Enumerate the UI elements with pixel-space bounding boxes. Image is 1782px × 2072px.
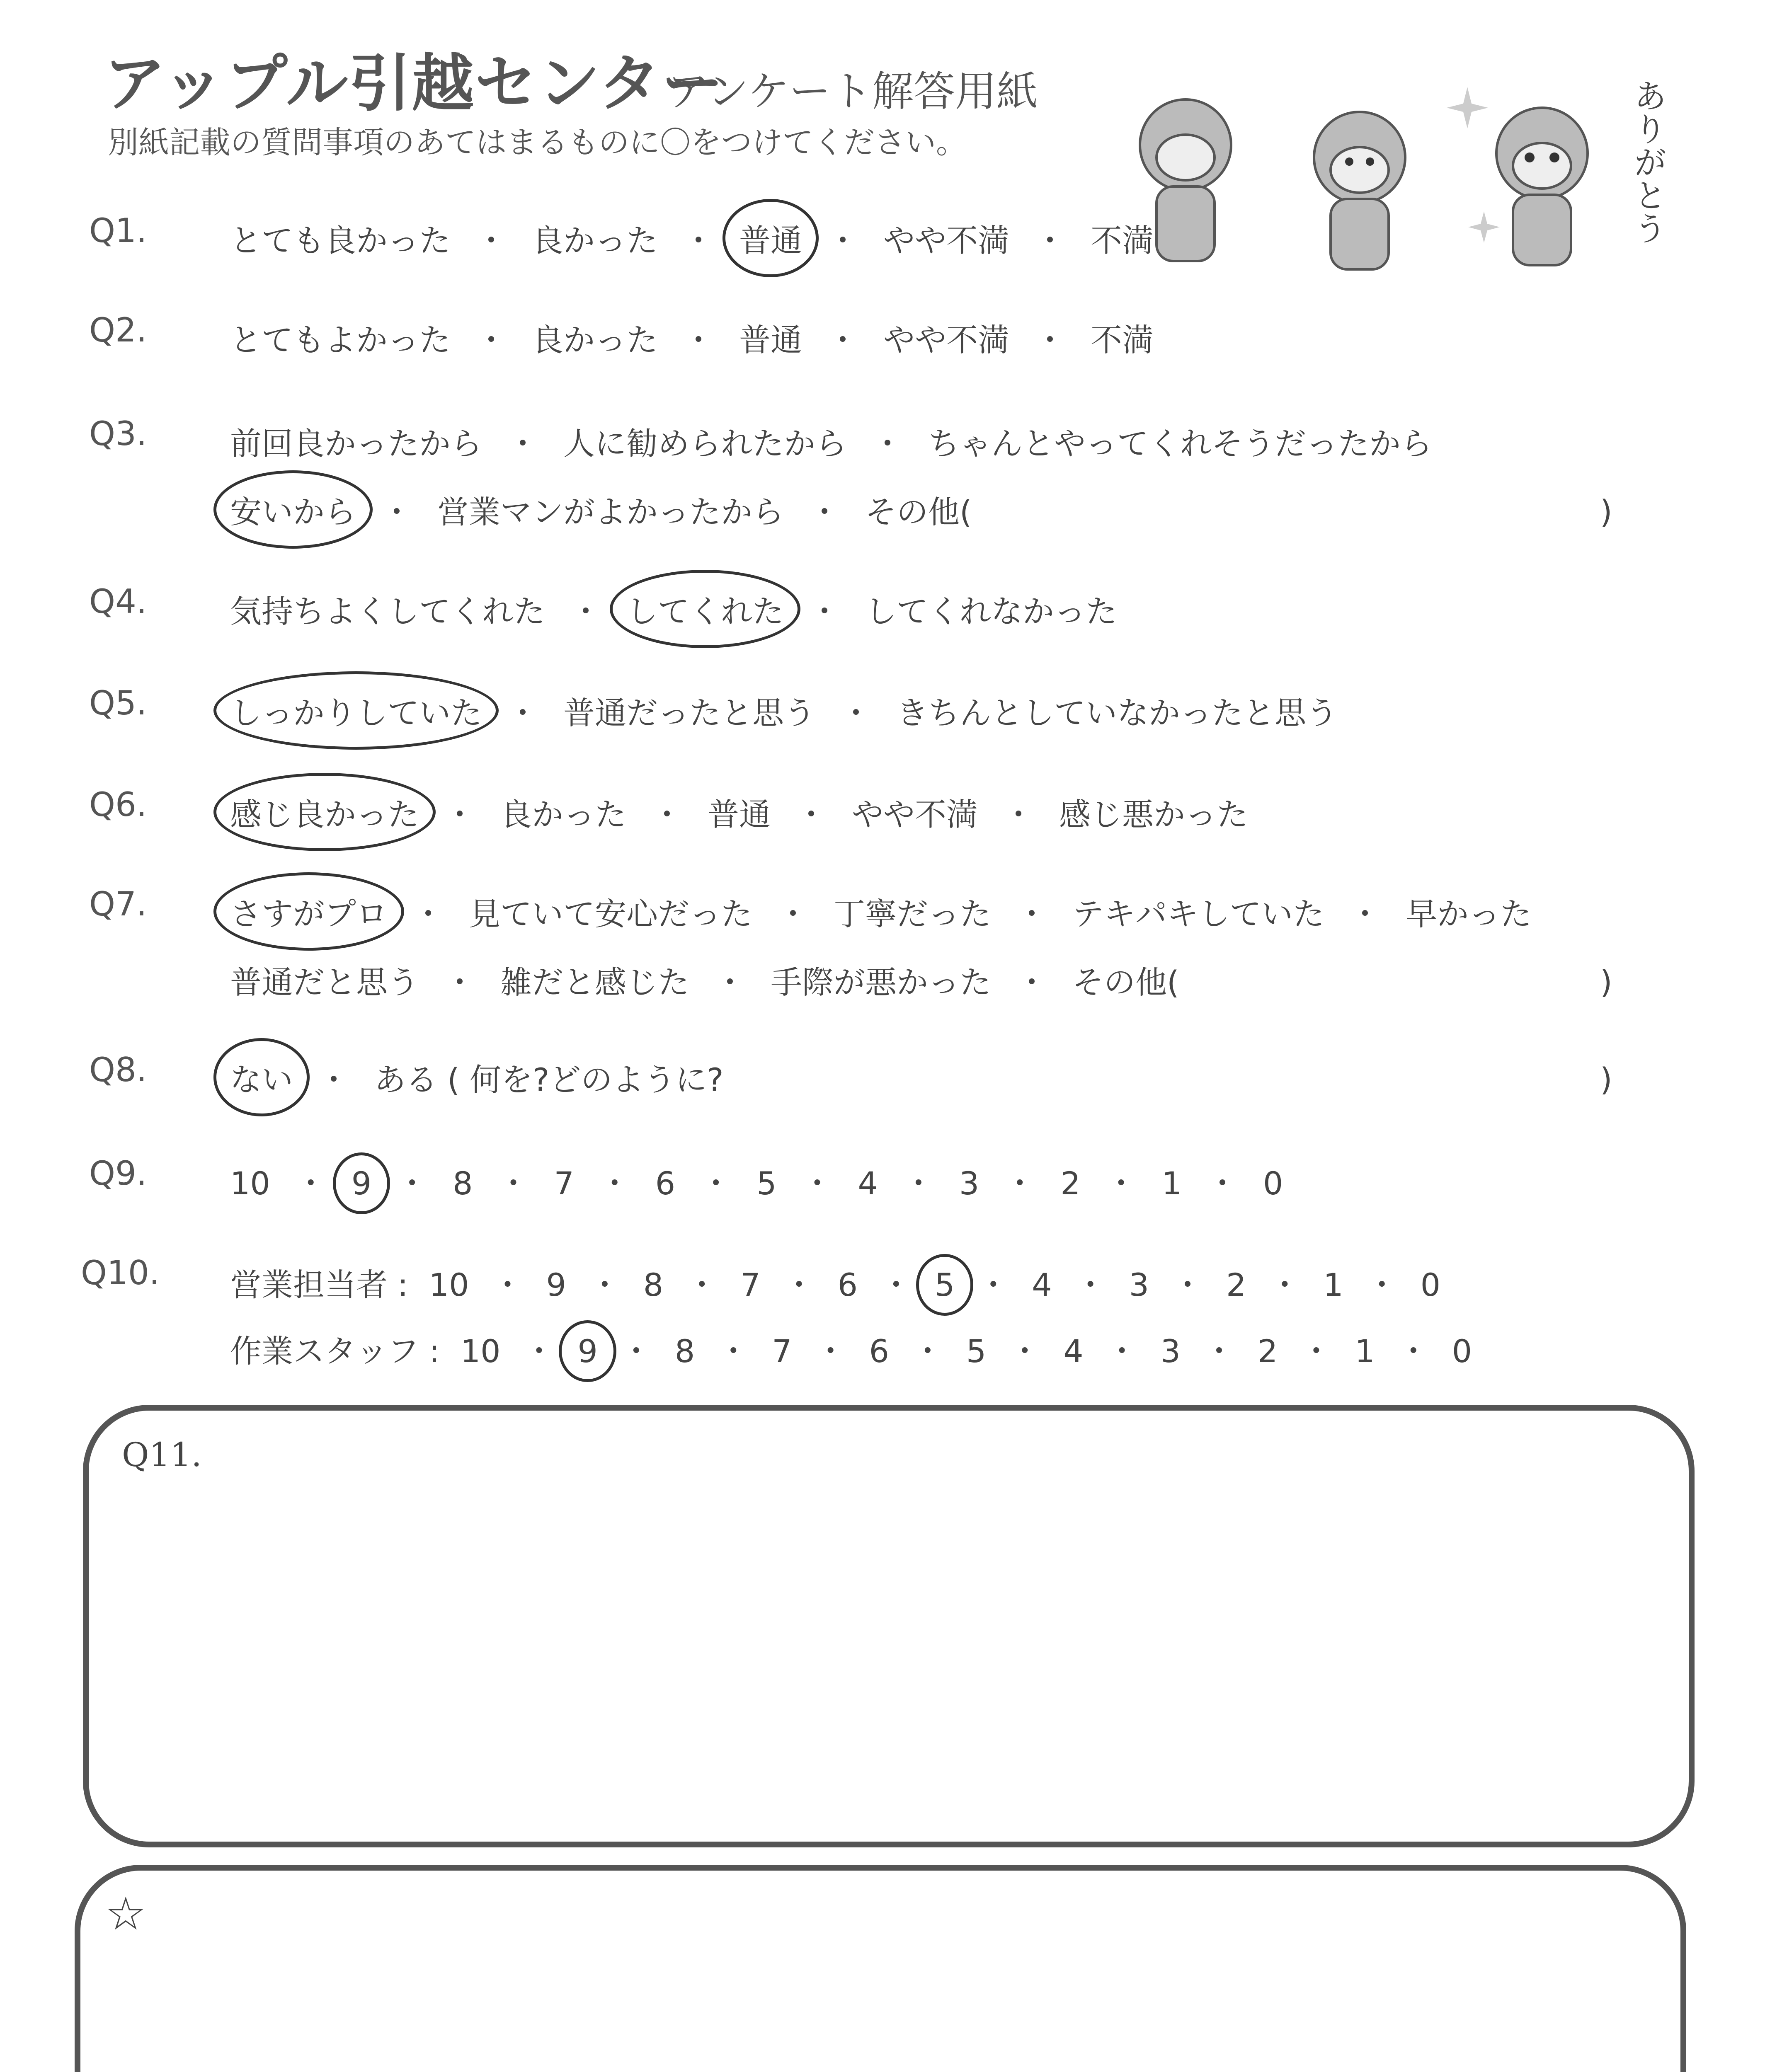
option-separator: ・: [497, 1165, 529, 1202]
answer-option[interactable]: してくれた: [626, 586, 784, 632]
option-separator: ・: [570, 593, 601, 630]
option-separator: ・: [815, 1333, 846, 1370]
option-separator: ・: [718, 1333, 749, 1370]
option-separator: ・: [801, 1165, 833, 1202]
option-separator: ・: [1034, 322, 1066, 358]
option-separator: ・: [840, 695, 872, 731]
option-separator: ・: [396, 1165, 428, 1202]
option-separator: ・: [683, 222, 714, 259]
option-separator: ・: [1349, 896, 1381, 932]
answer-option[interactable]: 普通: [708, 796, 771, 833]
option-separator: ・: [1004, 1165, 1036, 1202]
answer-option[interactable]: とても良かった: [230, 222, 451, 259]
option-separator: ・: [977, 1266, 1009, 1303]
option-separator: ・: [295, 1165, 327, 1202]
option-separator: ・: [1203, 1333, 1235, 1370]
option-separator: ・: [475, 322, 507, 358]
option-separator: ・: [507, 695, 538, 731]
option-separator: ・: [700, 1165, 732, 1202]
question-8-options-line-1: [230, 1055, 724, 1100]
option-separator: ・: [1397, 1333, 1429, 1370]
question-3-options-line-2: [230, 487, 972, 532]
score-option[interactable]: 8: [674, 1333, 695, 1370]
answer-option[interactable]: さすがプロ: [230, 889, 388, 934]
question-2-options-line-1: [230, 315, 1154, 360]
option-separator: ・: [827, 222, 858, 259]
score-option[interactable]: 6: [869, 1333, 889, 1370]
option-separator: ・: [318, 1061, 349, 1098]
answer-option[interactable]: 良かった: [500, 796, 626, 833]
option-separator: ・: [589, 1266, 621, 1303]
answer-option[interactable]: 2: [1060, 1165, 1081, 1202]
q10-row-2: [230, 1326, 1472, 1371]
answer-option[interactable]: 雑だと感じた: [500, 964, 689, 1001]
question-5-options-line-1: [230, 688, 1338, 733]
answer-option[interactable]: 見ていて安心だった: [469, 896, 752, 932]
q11-comment-box[interactable]: [83, 1405, 1695, 1847]
option-separator: ・: [1206, 1165, 1238, 1202]
answer-option[interactable]: 7: [554, 1165, 574, 1202]
answer-option[interactable]: 良かった: [532, 222, 658, 259]
score-option[interactable]: 2: [1258, 1333, 1278, 1370]
star-comment-box[interactable]: [75, 1865, 1686, 2072]
answer-option[interactable]: 6: [655, 1165, 676, 1202]
option-separator: ・: [1034, 222, 1066, 259]
option-separator: ・: [381, 494, 412, 530]
option-separator: ・: [507, 425, 538, 462]
score-option[interactable]: 5: [934, 1266, 955, 1303]
answer-option[interactable]: ない: [230, 1055, 293, 1100]
answer-option[interactable]: 1: [1161, 1165, 1182, 1202]
question-7-options-line-2: [230, 957, 1179, 1002]
score-option[interactable]: 1: [1323, 1266, 1343, 1303]
answer-option[interactable]: しっかりしていた: [230, 688, 482, 733]
option-separator: ・: [809, 494, 840, 530]
option-separator: ・: [1366, 1266, 1398, 1303]
question-label-4: Q4.: [89, 582, 147, 621]
answer-option[interactable]: 手際が悪かった: [771, 964, 991, 1001]
other-close-paren: ): [1600, 493, 1612, 530]
question-label-7: Q7.: [89, 885, 147, 923]
answer-option[interactable]: 不満: [1091, 222, 1154, 259]
option-separator: ・: [620, 1333, 652, 1370]
option-separator: ・: [872, 425, 903, 462]
instructions-text: 別紙記載の質問事項のあてはまるものに〇をつけてください。: [108, 125, 967, 160]
option-separator: ・: [714, 964, 746, 1001]
q10-row-label: 作業スタッフ :: [230, 1333, 440, 1370]
answer-option[interactable]: 丁寧だった: [834, 896, 991, 932]
option-separator: ・: [492, 1266, 524, 1303]
question-4-options-line-1: [230, 586, 1117, 632]
option-separator: ・: [1016, 964, 1047, 1001]
option-separator: ・: [475, 222, 507, 259]
question-label-5: Q5.: [89, 684, 147, 722]
option-separator: ・: [809, 593, 840, 630]
question-label-2: Q2.: [89, 311, 147, 349]
answer-option[interactable]: 普通: [739, 215, 802, 261]
option-separator: ・: [444, 796, 475, 833]
option-separator: ・: [777, 896, 809, 932]
answer-option[interactable]: やや不満: [883, 222, 1009, 259]
answer-option[interactable]: 普通: [739, 322, 802, 358]
option-separator: ・: [1074, 1266, 1106, 1303]
option-separator: ・: [686, 1266, 718, 1303]
question-9-options-line-1: [230, 1158, 1283, 1203]
answer-option[interactable]: 感じ悪かった: [1059, 796, 1248, 833]
answer-option[interactable]: 0: [1263, 1165, 1283, 1202]
answer-option[interactable]: 良かった: [532, 322, 658, 358]
option-separator: ・: [1003, 796, 1034, 833]
option-separator: ・: [599, 1165, 630, 1202]
option-separator: ・: [880, 1266, 912, 1303]
question-label-6: Q6.: [89, 785, 147, 824]
mascot-thanks-text: ありがとう: [1628, 79, 1667, 244]
option-separator: ・: [1269, 1266, 1301, 1303]
q11-label: Q11.: [122, 1435, 202, 1474]
option-separator: ・: [795, 796, 827, 833]
answer-option[interactable]: その他(: [865, 494, 972, 530]
score-option[interactable]: 0: [1452, 1333, 1472, 1370]
answer-option[interactable]: 8: [453, 1165, 473, 1202]
option-separator: ・: [1105, 1165, 1137, 1202]
option-separator: ・: [444, 964, 475, 1001]
q10-row-label: 営業担当者 :: [230, 1266, 408, 1303]
score-option[interactable]: 3: [1160, 1333, 1181, 1370]
option-separator: ・: [1016, 896, 1047, 932]
answer-option[interactable]: 3: [959, 1165, 979, 1202]
answer-option[interactable]: きちんとしていなかったと思う: [897, 695, 1338, 731]
answer-option[interactable]: ちゃんとやってくれそうだったから: [928, 425, 1432, 462]
option-separator: ・: [523, 1333, 555, 1370]
score-option[interactable]: 1: [1355, 1333, 1375, 1370]
score-option[interactable]: 9: [577, 1333, 598, 1370]
score-option[interactable]: 4: [1032, 1266, 1052, 1303]
option-separator: ・: [412, 896, 444, 932]
question-7-options-line-1: [230, 889, 1532, 934]
answer-option[interactable]: やや不満: [883, 322, 1009, 358]
option-separator: ・: [1009, 1333, 1041, 1370]
answer-option[interactable]: 5: [756, 1165, 777, 1202]
star-icon: ☆: [105, 1887, 146, 1940]
answer-option[interactable]: 安いから: [230, 487, 356, 532]
answer-option[interactable]: 普通だと思う: [230, 964, 419, 1001]
answer-option[interactable]: 10: [230, 1165, 270, 1202]
score-option[interactable]: 5: [966, 1333, 987, 1370]
answer-option[interactable]: してくれなかった: [865, 593, 1117, 630]
form-title: アップル引越センター: [104, 48, 725, 120]
answer-option[interactable]: テキパキしていた: [1072, 896, 1324, 932]
question-label-q10: Q10.: [81, 1254, 160, 1292]
score-option[interactable]: 10: [460, 1333, 501, 1370]
option-separator: ・: [683, 322, 714, 358]
monkey-mascot-illustration: [1111, 62, 1691, 294]
answer-option[interactable]: やや不満: [852, 796, 978, 833]
question-label-1: Q1.: [89, 211, 147, 250]
answer-option[interactable]: 営業マンがよかったから: [437, 494, 784, 530]
other-close-paren: ): [1600, 963, 1612, 1000]
q10-row-1: [230, 1260, 1440, 1305]
score-option[interactable]: 4: [1063, 1333, 1084, 1370]
score-option[interactable]: 7: [740, 1266, 761, 1303]
option-separator: ・: [912, 1333, 943, 1370]
answer-option[interactable]: 9: [351, 1165, 372, 1202]
score-option[interactable]: 2: [1226, 1266, 1246, 1303]
question-1-options-line-1: [230, 215, 1154, 261]
question-label-8: Q8.: [89, 1051, 147, 1089]
answer-option[interactable]: 気持ちよくしてくれた: [230, 593, 545, 630]
form-subtitle: アンケート解答用紙: [667, 67, 1038, 116]
option-separator: ・: [1106, 1333, 1138, 1370]
option-separator: ・: [651, 796, 683, 833]
answer-option[interactable]: 感じ良かった: [230, 789, 419, 835]
question-label-9: Q9.: [89, 1154, 147, 1193]
question-3-options-line-1: [230, 419, 1432, 464]
score-option[interactable]: 7: [772, 1333, 792, 1370]
score-option[interactable]: 8: [643, 1266, 664, 1303]
option-separator: ・: [783, 1266, 815, 1303]
answer-option[interactable]: 早かった: [1406, 896, 1532, 932]
answer-option[interactable]: 普通だったと思う: [563, 695, 815, 731]
option-separator: ・: [902, 1165, 934, 1202]
other-close-paren: ): [1600, 1061, 1612, 1098]
option-separator: ・: [827, 322, 858, 358]
question-label-3: Q3.: [89, 414, 147, 453]
option-separator: ・: [1300, 1333, 1332, 1370]
score-option[interactable]: 10: [429, 1266, 469, 1303]
option-separator: ・: [1172, 1266, 1203, 1303]
answer-option[interactable]: その他(: [1072, 964, 1179, 1001]
question-6-options-line-1: [230, 789, 1248, 835]
answer-option[interactable]: とてもよかった: [230, 322, 451, 358]
score-option[interactable]: 0: [1420, 1266, 1441, 1303]
answer-option[interactable]: ある ( 何を?どのように?: [374, 1061, 724, 1098]
score-option[interactable]: 3: [1129, 1266, 1149, 1303]
monkey-mascots-icon: [1111, 62, 1691, 294]
score-option[interactable]: 6: [837, 1266, 858, 1303]
answer-option[interactable]: 不満: [1091, 322, 1154, 358]
answer-option[interactable]: 人に勧められたから: [563, 425, 847, 462]
answer-option[interactable]: 前回良かったから: [230, 425, 482, 462]
score-option[interactable]: 9: [546, 1266, 566, 1303]
answer-option[interactable]: 4: [858, 1165, 878, 1202]
